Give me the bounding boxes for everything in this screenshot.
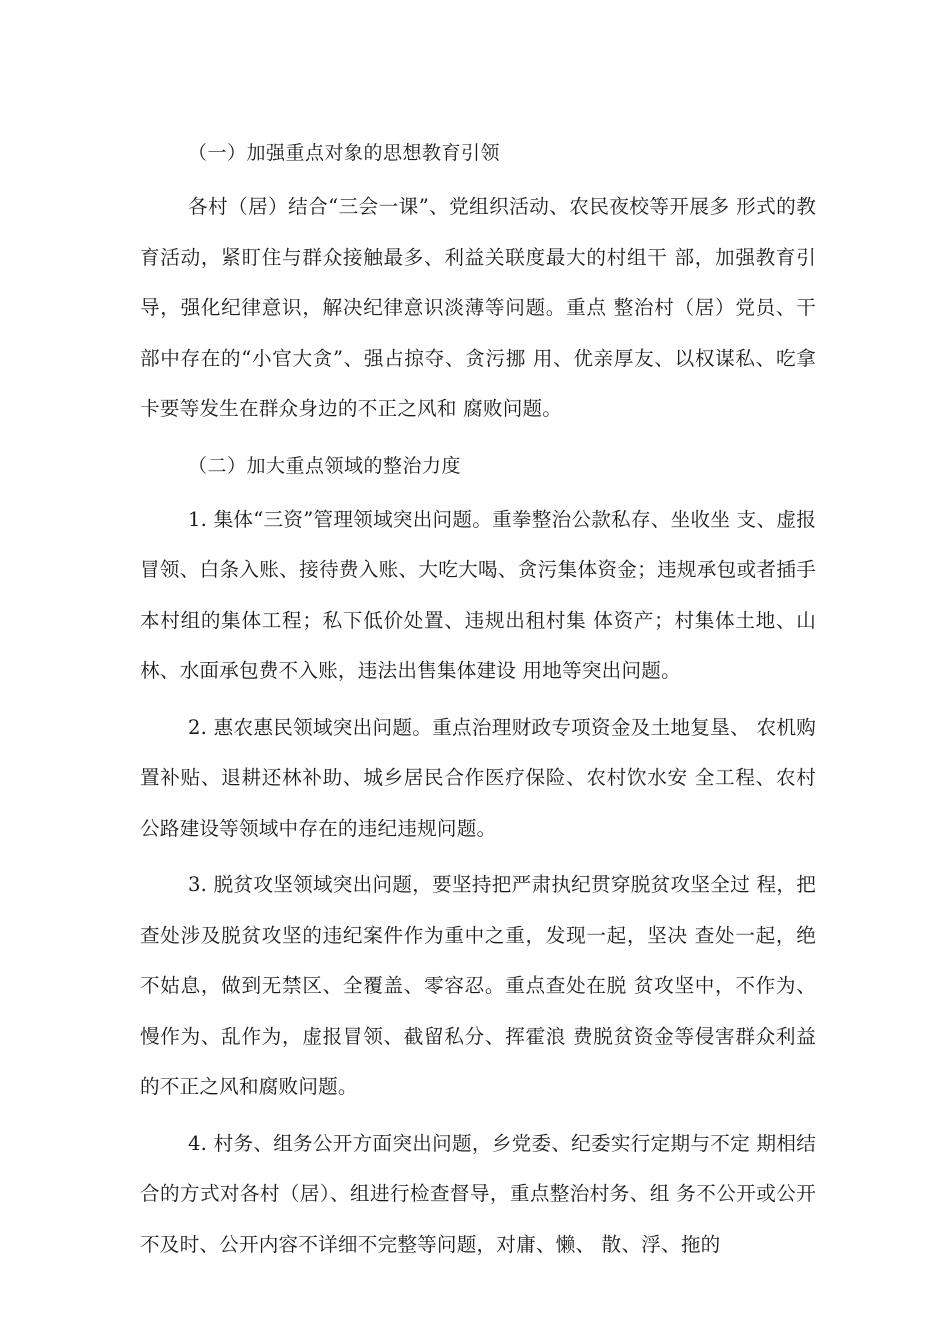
document-body (140, 128, 816, 1270)
section-2-item-3: 3. 脱贫攻坚领域突出问题，要坚持把严肃执纪贯穿脱贫攻坚全过 程，把查处涉及脱贫攻坚的违纪案件作为重中之重，发现一起，坚决 查处一起，绝不姑息，做到无禁区、全覆盖、零容忍。重点查处在脱 贫攻坚中，不作为、慢作为、乱作为，虚报冒领、截留私分、挥霍浪 费脱贫资金等侵害群众利益的不正之风和腐败问题。 (140, 873, 816, 1098)
section-1-paragraph: 各村（居）结合“三会一课”、党组织活动、农民夜校等开展多 形式的教育活动，紧盯住与群众接触最多、利益关联度最大的村组干 部，加强教育引导，强化纪律意识，解决纪律意识淡薄等问题。重点 整治村（居）党员、干部中存在的“小官大贪”、强占掠夺、贪污挪 用、优亲厚友、以权谋私、吃拿卡要等发生在群众身边的不正之风和 腐败问题。 (140, 195, 816, 420)
section-2-item-1: 1. 集体“三资”管理领域突出问题。重拳整治公款私存、坐收坐 支、虚报冒领、白条入账、接待费入账、大吃大喝、贪污集体资金；违规承包或者插手本村组的集体工程；私下低价处置、违规出租村集 体资产；村集体土地、山林、水面承包费不入账，违法出售集体建设 用地等突出问题。 (140, 507, 816, 682)
section-1-heading: （一）加强重点对象的思想教育引领 (188, 142, 501, 164)
section-2-heading: （二）加大重点领域的整治力度 (188, 454, 462, 477)
section-2-item-2: 2. 惠农惠民领域突出问题。重点治理财政专项资金及土地复垦、 农机购置补贴、退耕还林补助、城乡居民合作医疗保险、农村饮水安 全工程、农村公路建设等领域中存在的违纪违规问题。 (140, 715, 816, 840)
section-2-item-4: 4. 村务、组务公开方面突出问题，乡党委、纪委实行定期与不定 期相结合的方式对各村（居）、组进行检查督导，重点整治村务、组 务不公开或公开不及时、公开内容不详细不完整等问题，对庸、懒、 散、浮、拖的 (140, 1131, 816, 1256)
